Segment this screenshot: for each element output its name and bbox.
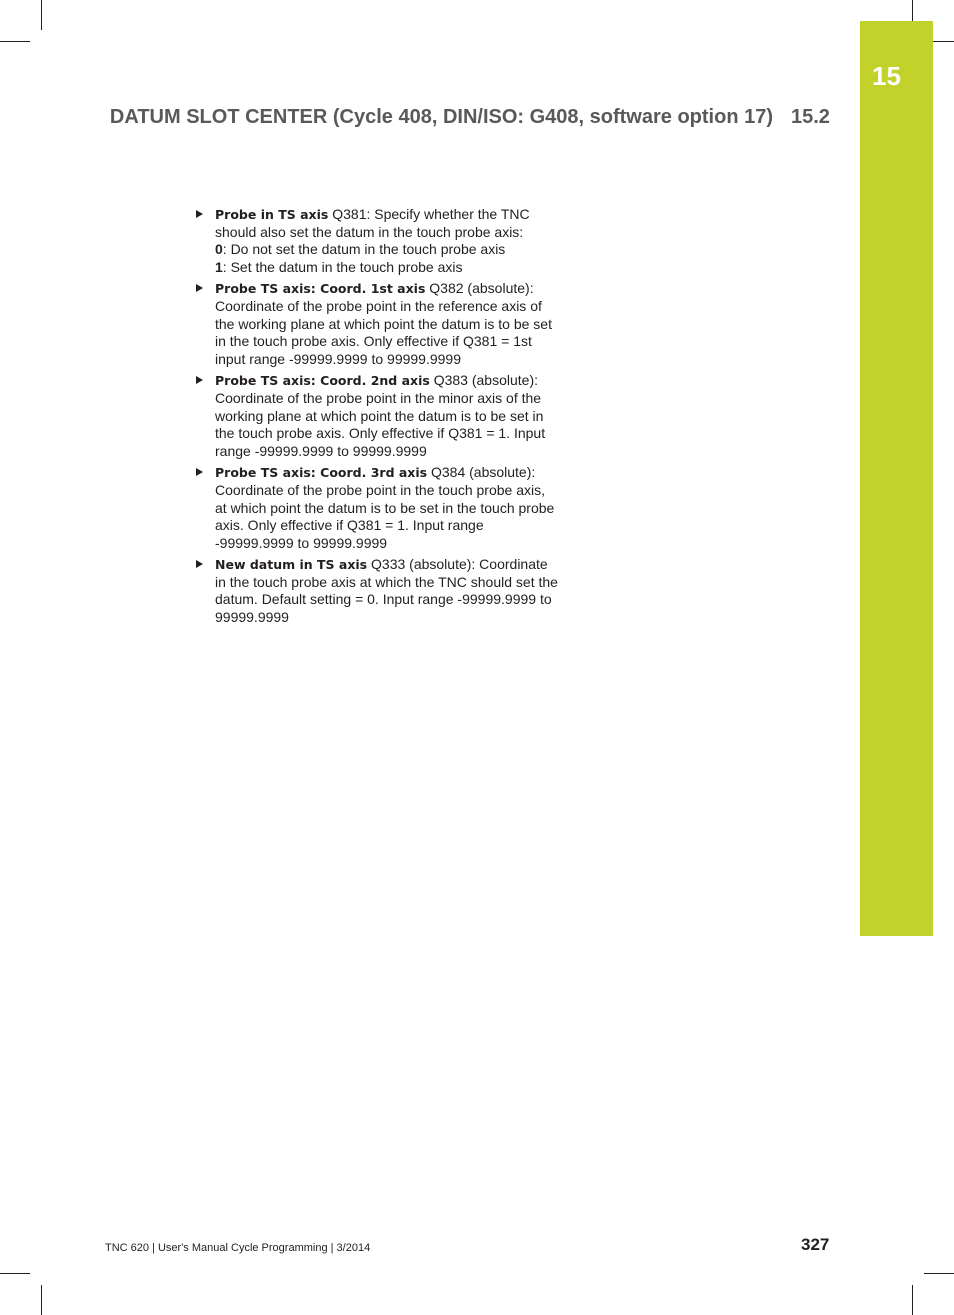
param-name: Probe in TS axis — [215, 207, 329, 222]
arrow-right-icon — [196, 468, 203, 476]
crop-mark — [0, 41, 30, 42]
option-key: 1 — [215, 258, 223, 275]
crop-mark — [0, 1273, 30, 1274]
arrow-right-icon — [196, 210, 203, 218]
list-item — [195, 280, 560, 368]
param-desc: Q384 (absolute): Coordinate of the probe point in the touch probe axis, at which point the datum is to be set in the touch probe axis. Only effective if Q381 = 1. Input range -99999.9999 to 99999.9999 — [215, 464, 555, 551]
chapter-tab — [860, 21, 933, 936]
arrow-right-icon — [196, 376, 203, 384]
option-line — [215, 241, 560, 259]
option-line — [215, 259, 560, 277]
option-key: 0 — [215, 241, 223, 258]
crop-mark — [41, 0, 42, 30]
param-name: Probe TS axis: Coord. 2nd axis — [215, 373, 430, 389]
param-desc: Q381: Specify whether the TNC should also set the datum in the touch probe axis: — [215, 206, 530, 240]
section-number: 15.2 — [791, 106, 830, 128]
param-desc: Q382 (absolute): Coordinate of the probe point in the reference axis of the working plane at which point the datum is to be set in the touch probe axis. Only effective if Q381 = 1st input range -99999.9999 to 99999.9999 — [215, 280, 552, 367]
chapter-number: 15 — [872, 61, 901, 91]
option-text: : Set the datum in the touch probe axis — [222, 258, 463, 275]
list-item — [195, 206, 560, 276]
param-desc: Q383 (absolute): Coordinate of the probe point in the minor axis of the working plane at which point the datum is to be set in the touch probe axis. Only effective if Q381 = 1. Input range -99999.9999 to 99999.9999 — [215, 372, 546, 459]
parameter-list — [195, 206, 560, 631]
arrow-right-icon — [196, 284, 203, 292]
option-text: : Do not set the datum in the touch probe axis — [222, 241, 506, 258]
list-item — [195, 464, 560, 552]
param-name: Probe TS axis: Coord. 3rd axis — [215, 465, 428, 481]
crop-mark — [924, 1273, 954, 1274]
list-item — [195, 556, 560, 626]
page-number: 327 — [801, 1235, 830, 1254]
param-name: Probe TS axis: Coord. 1st axis — [215, 281, 426, 297]
crop-mark — [912, 1285, 913, 1315]
footer-text: TNC 620 | User's Manual Cycle Programming | 3/2014 — [105, 1242, 371, 1254]
param-desc: Q333 (absolute): Coordinate in the touch probe axis at which the TNC should set the datum. Default setting = 0. Input range -99999.9999 to 99999.9999 — [215, 556, 558, 626]
crop-mark — [41, 1285, 42, 1315]
page-title: DATUM SLOT CENTER (Cycle 408, DIN/ISO: G408, software option 17) — [109, 106, 773, 128]
list-item — [195, 372, 560, 460]
param-name: New datum in TS axis — [215, 557, 368, 573]
arrow-right-icon — [196, 560, 203, 568]
